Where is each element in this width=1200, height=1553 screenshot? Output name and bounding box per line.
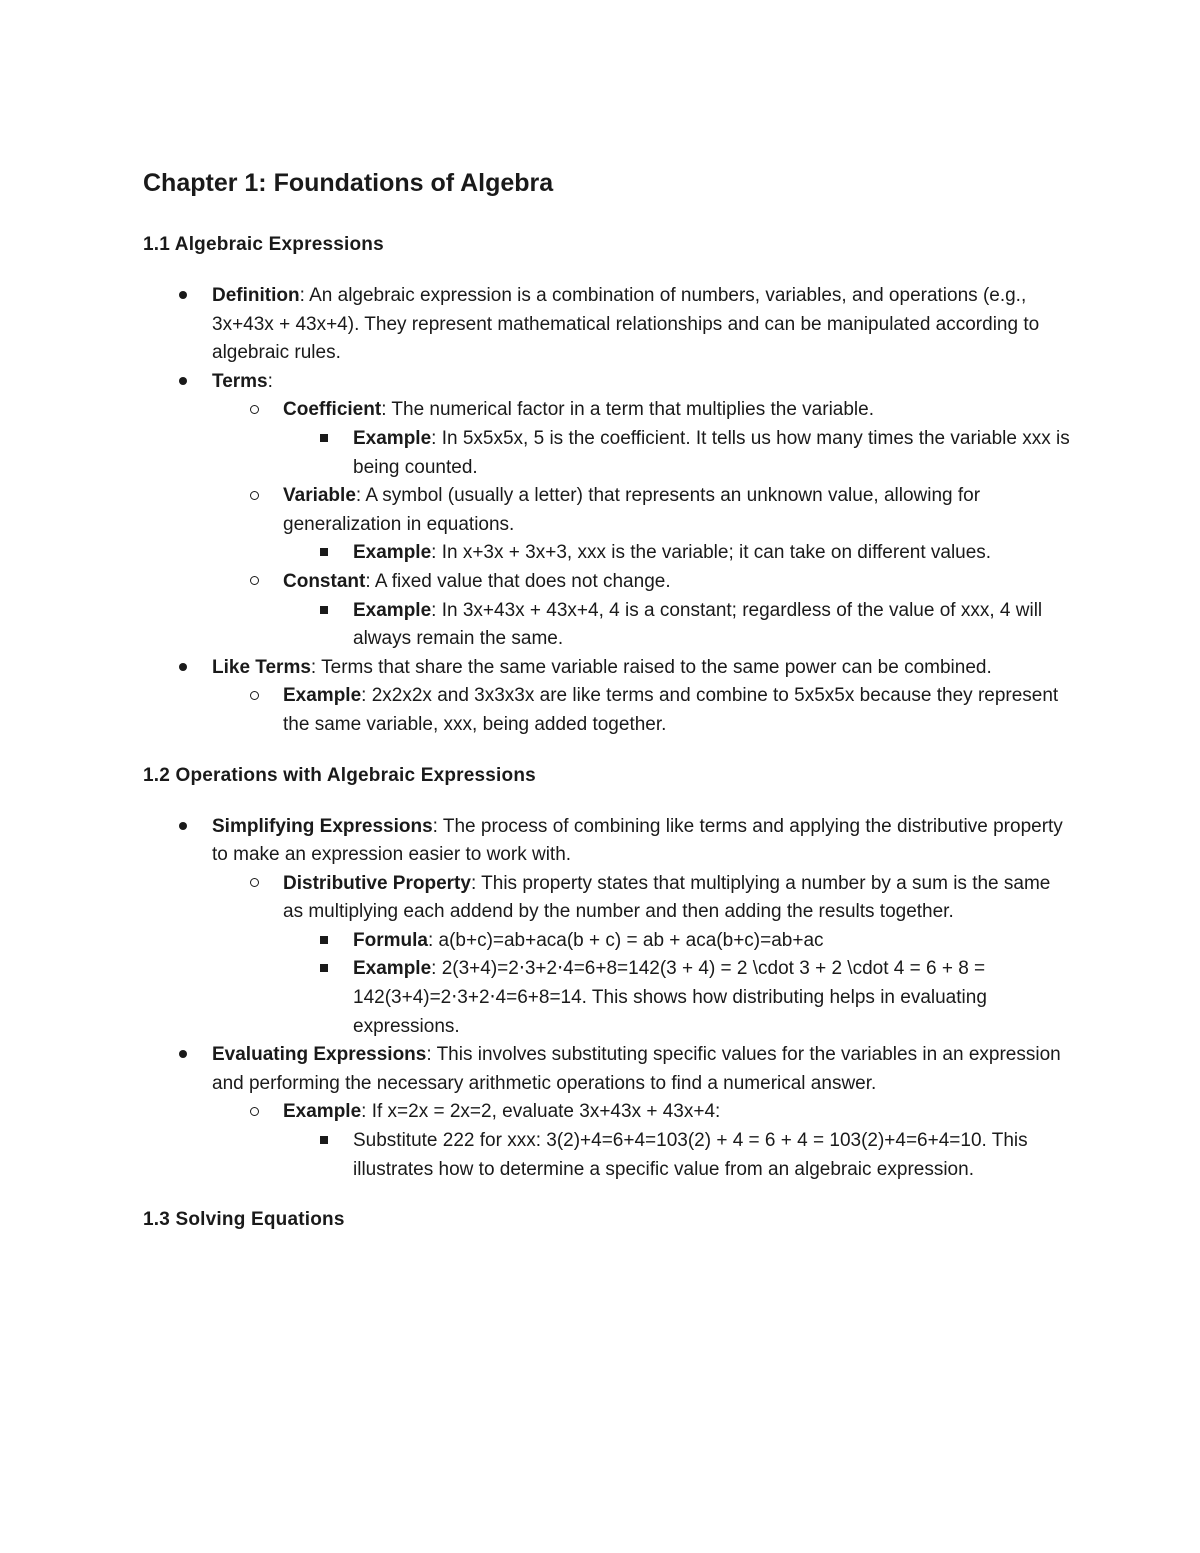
bullet-square-icon [314,1127,334,1156]
list-item [143,425,1073,482]
section-1-1-list [143,282,1073,740]
document-page [143,165,1073,1234]
item-text: : In 5x5x5x, 5 is the coefficient. It tells us how many times the variable xxx is being counted. [353,427,1070,478]
bullet-square-icon [314,539,334,568]
bullet-dot-icon [173,282,193,311]
bullet-dot-icon [173,813,193,842]
bullet-circle-icon [244,396,264,425]
term-label: Variable [283,485,356,507]
bullet-dot-icon [173,654,193,683]
bullet-square-icon [314,955,334,984]
term-label: Evaluating Expressions [212,1044,427,1066]
term-label: Example [353,958,432,980]
list-item [143,813,1073,870]
term-label: Constant [283,570,366,592]
section-heading-1-2: 1.2 Operations with Algebraic Expressions [143,764,536,786]
bullet-circle-icon [244,682,264,711]
item-text: : This involves substituting specific values for the variables in an expression and performing the necessary arithmetic operations to find a numerical answer. [212,1044,1061,1094]
term-label: Coefficient [283,399,382,421]
section-1-2-list [143,813,1073,1185]
bullet-square-icon [314,425,334,454]
item-text: : If x=2x = 2x=2, evaluate 3x+43x + 43x+4: [361,1101,721,1123]
term-label: Example [353,542,432,564]
list-item [143,870,1073,927]
section-heading-1-3: 1.3 Solving Equations [143,1209,345,1231]
term-label: Like Terms [212,656,311,678]
list-item [143,1041,1073,1098]
item-text: : Terms that share the same variable raised to the same power can be combined. [310,656,992,678]
term-label: Example [283,1101,362,1123]
item-text: : A fixed value that does not change. [365,570,671,592]
item-text: : [267,370,273,392]
item-text: : In 3x+43x + 43x+4, 4 is a constant; regardless of the value of xxx, 4 will always remain the same. [353,599,1043,650]
item-text: : An algebraic expression is a combination of numbers, variables, and operations (e.g., 3x+43x + 43x+4). They represent mathematical relationships and can be manipulated according to algebraic rules. [212,285,1040,364]
bullet-circle-icon [244,1098,264,1127]
list-item [143,927,1073,956]
item-text: Substitute 222 for xxx: 3(2)+4=6+4=103(2) + 4 = 6 + 4 = 103(2)+4=6+4=10. This illustrates how to determine a specific value from an algebraic expression. [353,1130,1028,1180]
list-item [143,539,1073,568]
list-item [143,568,1073,597]
list-item [143,482,1073,539]
term-label: Example [283,685,362,707]
item-text: : The numerical factor in a term that multiplies the variable. [381,399,874,421]
term-label: Definition [212,285,300,306]
chapter-title: Chapter 1: Foundations of Algebra [143,169,554,197]
item-text: : In x+3x + 3x+3, xxx is the variable; it can take on different values. [431,542,992,564]
bullet-square-icon [314,597,334,626]
bullet-circle-icon [244,482,264,511]
bullet-dot-icon [173,368,193,397]
item-text: : a(b+c)=ab+aca(b + c) = ab + aca(b+c)=ab+ac [427,929,824,951]
bullet-dot-icon [173,1041,193,1070]
list-item [143,654,1073,683]
term-label: Terms [212,370,268,392]
term-label: Example [353,599,432,621]
list-item [143,682,1073,739]
bullet-square-icon [314,927,334,956]
item-text: : 2x2x2x and 3x3x3x are like terms and combine to 5x5x5x because they represent the same variable, xxx, being added together. [283,685,1059,735]
list-item [143,597,1073,654]
list-item [143,1127,1073,1184]
term-label: Example [353,427,432,449]
item-text: : 2(3+4)=2⋅3+2⋅4=6+8=142(3 + 4) = 2 \cdot 3 + 2 \cdot 4 = 6 + 8 = 142(3+4)=2⋅3+2⋅4=6+8=14. This shows how distributing helps in evaluating expressions. [353,958,987,1037]
item-text: : The process of combining like terms and applying the distributive property to make an expression easier to work with. [212,815,1063,866]
list-item [143,955,1073,1041]
item-text: : A symbol (usually a letter) that represents an unknown value, allowing for generalization in equations. [283,485,981,535]
term-label: Formula [353,929,428,951]
term-label: Simplifying Expressions [212,815,433,837]
item-text: : This property states that multiplying a number by a sum is the same as multiplying each addend by the number and then adding the results together. [283,872,1051,923]
list-item [143,396,1073,425]
bullet-circle-icon [244,870,264,899]
list-item [143,368,1073,397]
list-item [143,282,1073,368]
section-heading-1-1: 1.1 Algebraic Expressions [143,234,384,255]
bullet-circle-icon [244,568,264,597]
list-item [143,1098,1073,1127]
term-label: Distributive Property [283,872,471,894]
